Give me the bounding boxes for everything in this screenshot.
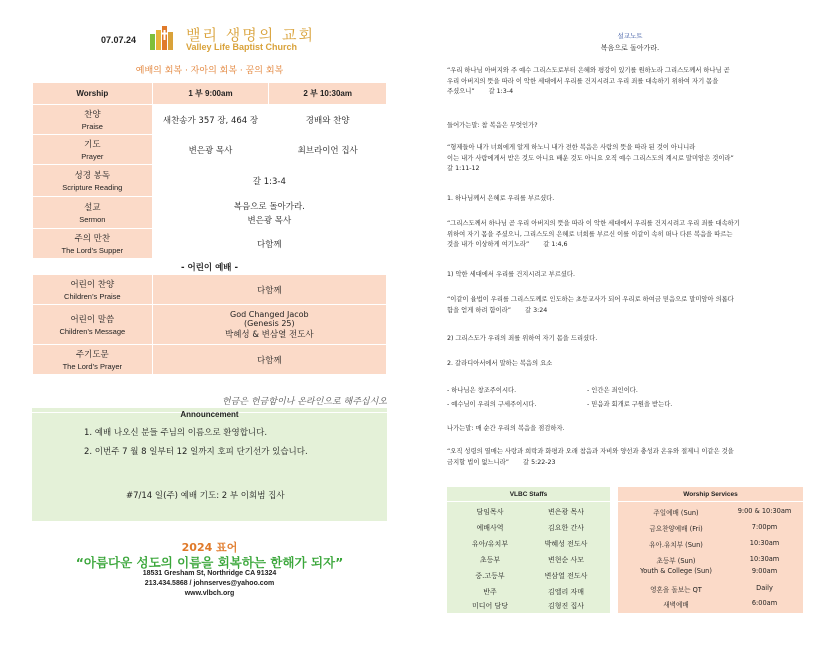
table-row — [33, 197, 387, 229]
table-row — [33, 275, 387, 305]
service-time: Daily — [756, 584, 773, 592]
item-korean: 주기도문 — [75, 350, 109, 360]
services-title: Worship Services — [683, 491, 738, 498]
verse-line: “이같이 율법이 우리를 그리스도께로 인도하는 초등교사가 되어 우리로 하여금 믿음으로 말미암아 의롭다 — [447, 296, 734, 303]
sermon-title-cell: 복음으로 돌아가라. — [233, 201, 305, 212]
gospel-element: - 예수님이 우리의 구세주이시다. — [447, 401, 537, 408]
table-header-first-service: 1 부 9:00am — [152, 83, 269, 105]
church-website: www.vlbch.org — [184, 590, 235, 597]
staff-name: 김형진 집사 — [547, 602, 585, 610]
worship-order-table — [32, 82, 387, 375]
sermon-verse — [447, 219, 807, 251]
verse-line: 이는 내가 사람에게서 받은 것도 아니요 배운 것도 아니요 오직 예수 그리스도의 계시로 말미암은 것이라” — [447, 154, 734, 162]
verse-line: 우리 아버지의 뜻을 따라 이 악한 세대에서 우리를 건지시려고 우리 죄를 대속하기 위하여 자기 몸을 — [447, 77, 719, 85]
staff-role: 초등부 — [479, 556, 501, 564]
verse-reference: 갈 1:3-4 — [488, 88, 514, 95]
prayer-schedule: #7/14 일(주) 예배 기도: 2 부 이회범 집사 — [126, 491, 285, 501]
service-name: 유아.유치부 (Sun) — [649, 541, 703, 549]
message-title: God Changed Jacob — [230, 309, 309, 319]
service-name: 주일예배 (Sun) — [653, 509, 699, 517]
staff-name: 변현순 사모 — [547, 556, 585, 564]
first-service-cell: 변은광 목사 — [152, 135, 269, 165]
item-korean: 기도 — [84, 140, 101, 150]
item-english: The Lord’s Prayer — [62, 362, 123, 371]
service-name: 새벽예배 — [663, 601, 689, 609]
sermon-verse — [447, 447, 807, 468]
church-slogan: 예배의 회복 · 자아의 회복 · 꿈의 회복 — [135, 66, 284, 76]
staff-role: 중.고등부 — [475, 572, 505, 580]
table-row — [33, 305, 387, 345]
service-name: 금요찬양예배 (Fri) — [649, 525, 703, 533]
verse-text: 금지할 법이 없느니라” — [447, 458, 510, 466]
verse-line: 위하여 자기 몸을 주셨으니, 그리스도의 은혜로 너희를 부르신 이를 이같이 속히 떠나 다른 복음을 따르는 — [447, 230, 733, 238]
combined-service-cell: 다함께 — [152, 345, 386, 375]
sermon-notes-label: 설교노트 — [617, 32, 643, 40]
staff-name: 변삼열 전도사 — [544, 572, 588, 580]
gospel-element: - 믿음과 회개로 구원을 받는다. — [587, 401, 673, 408]
church-logo-icon — [149, 26, 179, 50]
offering-note: 헌금은 헌금함이나 온라인으로 해주십시오 — [221, 397, 387, 407]
church-name-korean: 밸리 생명의 교회 — [186, 26, 315, 44]
second-service-cell: 경배와 찬양 — [269, 105, 387, 135]
sermon-intro: 들어가는말: 참 복음은 무엇인가? — [447, 122, 538, 129]
staffs-title: VLBC Staffs — [509, 491, 548, 498]
table-row — [33, 345, 387, 375]
item-korean: 찬양 — [84, 110, 101, 120]
service-time: 7:00pm — [751, 523, 778, 531]
staffs-divider — [447, 501, 610, 502]
item-english: The Lord’s Supper — [61, 246, 124, 255]
church-phone-email: 213.434.5868 / johnserves@yahoo.com — [144, 580, 275, 587]
verse-text: 함을 얻게 하려 함이라” — [447, 306, 512, 314]
item-english: Prayer — [81, 152, 104, 161]
combined-service-cell — [152, 197, 386, 229]
verse-line: “형제들아 내가 너희에게 알게 하노니 내가 전한 복음은 사람의 뜻을 따라 된 것이 아니니라 — [447, 144, 696, 151]
worship-services-box — [618, 487, 803, 613]
kids-worship-header-row — [33, 259, 387, 275]
combined-service-cell — [152, 305, 386, 345]
motto-text: “아름다운 성도의 이름을 회복하는 한해가 되자” — [75, 555, 344, 570]
service-name: 영혼을 돌보는 QT — [650, 586, 702, 594]
message-speakers: 박혜성 & 변삼열 전도사 — [225, 329, 314, 340]
verse-text: 주셨으니” — [447, 88, 475, 95]
announcement-item: 1. 예배 나오신 분들 주님의 이름으로 환영합니다. — [84, 428, 268, 438]
item-english: Children’s Message — [59, 327, 126, 336]
motto-year: 2024 표어 — [181, 541, 238, 554]
verse-reference: 갈 5:22-23 — [523, 458, 556, 466]
preacher-cell: 변은광 목사 — [247, 215, 292, 226]
table-header-second-service: 2 부 10:30am — [269, 83, 387, 105]
verse-line — [447, 306, 807, 317]
staff-role: 유아/유치부 — [471, 540, 509, 548]
combined-service-cell: 갈 1:3-4 — [152, 165, 386, 197]
sermon-verse — [447, 143, 807, 175]
announcement-box — [32, 408, 387, 521]
service-name: 초등부 (Sun) — [656, 557, 696, 565]
staffs-box — [447, 487, 610, 613]
item-english: Sermon — [79, 215, 106, 224]
combined-service-cell: 다함께 — [152, 275, 386, 305]
staff-name: 김엘리 자매 — [547, 588, 585, 596]
table-header-worship: Worship — [33, 83, 153, 105]
sermon-closing: 나가는말: 매 순간 우리의 복음을 점검하자. — [447, 425, 565, 432]
announcement-item: 2. 이번주 7 월 8 일부터 12 일까지 호피 단기선가 있습니다. — [84, 447, 308, 457]
sermon-title: 복음으로 돌아가라. — [600, 44, 660, 52]
church-name-english: Valley Life Baptist Church — [186, 42, 298, 52]
item-korean: 성경 봉독 — [74, 171, 111, 181]
first-service-cell: 새찬송가 357 장, 464 장 — [152, 105, 269, 135]
second-service-cell: 최브라이언 집사 — [269, 135, 387, 165]
announcement-title: Announcement — [180, 410, 239, 419]
staff-role: 담임목사 — [476, 508, 504, 516]
verse-line: “오직 성령의 열매는 사랑과 희락과 화평과 오래 참음과 자비와 양선과 충성과 온유와 절제니 이같은 것을 — [447, 448, 734, 455]
item-korean: 어린이 찬양 — [70, 280, 115, 290]
table-row — [33, 135, 387, 165]
service-time: 9:00am — [751, 567, 778, 575]
verse-line: “우리 하나님 아버지와 주 예수 그리스도로부터 은혜와 평강이 있기를 원하노라 그리스도께서 하나님 곧 — [447, 67, 730, 74]
item-korean: 설교 — [84, 203, 101, 213]
table-row — [33, 165, 387, 197]
sermon-subpoint: 1) 악한 세대에서 우리를 건지시려고 부르셨다. — [447, 271, 575, 278]
kids-worship-header: - 어린이 예배 - — [33, 259, 387, 275]
gospel-element: - 하나님은 창조주이시다. — [447, 387, 517, 394]
verse-reference: 갈 1:11-12 — [447, 165, 480, 172]
sermon-point: 2. 갈라디아서에서 말하는 복음의 요소 — [447, 360, 553, 367]
service-time: 10:30am — [749, 555, 780, 563]
sermon-verse — [447, 295, 807, 316]
staff-role: 미디어 담당 — [471, 602, 509, 610]
item-english: Children’s Praise — [64, 292, 121, 301]
sermon-verse — [447, 66, 807, 98]
gospel-element: - 인간은 죄인이다. — [587, 387, 638, 394]
service-time: 10:30am — [749, 539, 780, 547]
bulletin-date: 07.07.24 — [101, 35, 137, 45]
item-korean: 주의 만찬 — [74, 234, 111, 244]
service-time: 9:00 & 10:30am — [737, 507, 792, 515]
verse-line: “그리스도께서 하나님 곧 우리 아버지의 뜻을 따라 이 악한 세대에서 우리를 건지시려고 우리 죄를 대속하기 — [447, 220, 740, 227]
table-row — [33, 105, 387, 135]
verse-reference: 갈 3:24 — [525, 306, 548, 314]
verse-line — [447, 458, 807, 469]
verse-reference: 갈 1:4,6 — [543, 241, 568, 248]
verse-line — [447, 240, 807, 251]
service-time: 6:00am — [751, 599, 778, 607]
verse-line — [447, 87, 807, 98]
message-reference: (Genesis 25) — [244, 318, 295, 328]
church-address: 18531 Gresham St, Northridge CA 91324 — [142, 570, 277, 577]
staff-role: 반주 — [483, 588, 497, 596]
sermon-subpoint: 2) 그리스도가 우리의 죄를 위하여 자기 몸을 드리셨다. — [447, 335, 598, 342]
item-english: Praise — [81, 122, 103, 131]
item-korean: 어린이 말씀 — [70, 315, 115, 325]
services-divider — [618, 501, 803, 502]
table-row — [33, 229, 387, 259]
staff-name: 변은광 목사 — [547, 508, 585, 516]
combined-service-cell: 다함께 — [152, 229, 386, 259]
staff-name: 박혜성 전도사 — [544, 540, 588, 548]
verse-text: 것을 내가 이상하게 여기노라” — [447, 241, 530, 248]
service-name: Youth & College (Sun) — [640, 567, 712, 575]
item-english: Scripture Reading — [62, 183, 123, 192]
staff-name: 김요한 간사 — [547, 524, 585, 532]
sermon-point: 1. 하나님께서 은혜로 우리를 부르셨다. — [447, 195, 555, 202]
staff-role: 예배사역 — [476, 524, 504, 532]
